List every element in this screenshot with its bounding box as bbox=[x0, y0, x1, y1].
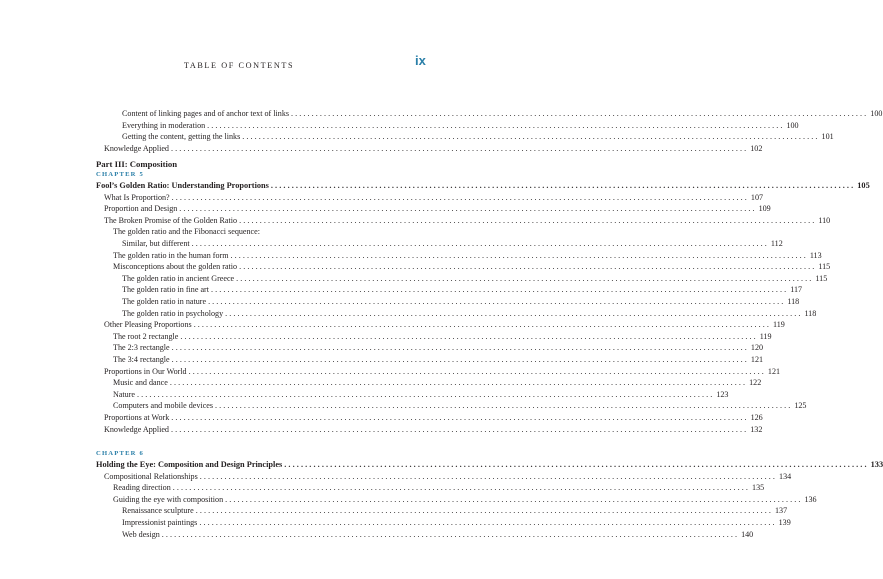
toc-entry-title: Proportions in Our World bbox=[104, 366, 187, 376]
dot-leader: ............................................................................................................................................ bbox=[171, 355, 749, 364]
toc-entry-title: The 2:3 rectangle bbox=[113, 343, 170, 353]
toc-entry-title: The golden ratio and the Fibonacci sequence: bbox=[113, 227, 260, 237]
dot-leader: ............................................................................................................................................ bbox=[210, 285, 789, 295]
toc-entry-title: Similar, but different bbox=[122, 239, 190, 248]
toc-entry-page: 101 bbox=[821, 132, 834, 142]
toc-entry-page: 100 bbox=[786, 120, 799, 130]
toc-entry bbox=[104, 215, 831, 226]
toc-entry-title: Holding the Eye: Composition and Design Principles bbox=[96, 460, 283, 469]
toc-entry bbox=[104, 319, 785, 330]
toc-entry bbox=[96, 459, 883, 470]
dot-leader: ............................................................................................................................................ bbox=[137, 389, 715, 399]
toc-entry bbox=[113, 354, 764, 365]
dot-leader: ............................................................................................................................................ bbox=[230, 250, 808, 260]
toc-entry-page: 119 bbox=[772, 320, 785, 330]
toc-entry-title: The golden ratio in psychology bbox=[122, 308, 224, 318]
toc-entry bbox=[104, 203, 771, 214]
dot-leader: ............................................................................................................................................ bbox=[191, 239, 769, 248]
toc-entry bbox=[96, 180, 870, 191]
toc-entry-page: 118 bbox=[804, 308, 817, 318]
chapter-label: CHAPTER 6 bbox=[96, 450, 144, 457]
toc-entry bbox=[122, 238, 783, 249]
toc-entry-page: 132 bbox=[750, 424, 763, 434]
toc-entry bbox=[113, 482, 765, 493]
toc-entry-page: 120 bbox=[750, 343, 764, 353]
toc-entry-title: Knowledge Applied bbox=[104, 424, 169, 434]
dot-leader: ............................................................................................................................................ bbox=[239, 262, 817, 272]
toc-entry-page: 109 bbox=[758, 204, 771, 214]
toc-entry-title: Guiding the eye with composition bbox=[113, 494, 224, 504]
toc-entry bbox=[113, 400, 807, 411]
toc-entry-title: The Broken Promise of the Golden Ratio bbox=[104, 215, 238, 225]
page-number: ix bbox=[415, 53, 426, 68]
toc-entry-title: Proportion and Design bbox=[104, 204, 178, 214]
dot-leader: ............................................................................................................................................ bbox=[171, 343, 749, 353]
toc-entry-page: 118 bbox=[787, 297, 800, 306]
toc-entry-title: Knowledge Applied bbox=[104, 143, 169, 153]
dot-leader: ............................................................................................................................................ bbox=[180, 331, 758, 341]
toc-entry-page: 113 bbox=[809, 250, 822, 260]
toc-entry bbox=[122, 505, 788, 516]
toc-entry bbox=[113, 494, 817, 505]
dot-leader: ............................................................................................................................................ bbox=[239, 215, 817, 225]
toc-entry-page: 107 bbox=[750, 192, 764, 202]
toc-entry-title: Renaissance sculpture bbox=[122, 506, 194, 516]
dot-leader: ............................................................................................................................................ bbox=[171, 192, 749, 202]
dot-leader: ............................................................................................................................................ bbox=[199, 518, 777, 527]
dot-leader: ............................................................................................................................................ bbox=[236, 273, 814, 283]
toc-entry-page: 125 bbox=[794, 401, 807, 411]
toc-entry-title: The golden ratio in the human form bbox=[113, 250, 229, 260]
dot-leader: ............................................................................................................................................ bbox=[284, 460, 869, 469]
toc-entry-page: 119 bbox=[759, 331, 772, 341]
toc-entry-title: The golden ratio in fine art bbox=[122, 285, 209, 295]
toc-entry-title: Content of linking pages and of anchor text of links bbox=[122, 109, 290, 118]
toc-entry-title: Compositional Relationships bbox=[104, 471, 198, 481]
toc-entry bbox=[113, 331, 772, 342]
toc-entry bbox=[113, 389, 729, 400]
toc-entry-title: What Is Proportion? bbox=[104, 192, 170, 202]
dot-leader: ............................................................................................................................................ bbox=[215, 401, 793, 411]
toc-entry-title: Everything in moderation bbox=[122, 120, 206, 130]
dot-leader: ............................................................................................................................................ bbox=[179, 204, 757, 214]
dot-leader: ............................................................................................................................................ bbox=[208, 297, 786, 306]
toc-entry-page: 117 bbox=[790, 285, 803, 295]
dot-leader: ............................................................................................................................................ bbox=[291, 109, 869, 118]
toc-entry-page: 134 bbox=[779, 471, 792, 481]
toc-entry-title: Music and dance bbox=[113, 378, 168, 388]
toc-entry bbox=[104, 471, 792, 482]
toc-entry bbox=[122, 529, 754, 540]
dot-leader: ............................................................................................................................................ bbox=[170, 424, 749, 434]
toc-entry-page: 115 bbox=[818, 262, 831, 272]
toc-entry-page: 126 bbox=[750, 413, 763, 422]
toc-entry-page: 121 bbox=[767, 366, 781, 376]
toc-entry bbox=[122, 308, 817, 319]
toc-entry bbox=[113, 261, 831, 272]
toc-entry-page: 115 bbox=[815, 273, 828, 283]
toc-entry bbox=[122, 131, 834, 142]
part-heading: Part III: Composition bbox=[96, 159, 178, 169]
toc-entry bbox=[122, 296, 800, 307]
toc-entry-title: Getting the content, getting the links bbox=[122, 132, 241, 142]
toc-entry bbox=[104, 424, 763, 435]
dot-leader: ............................................................................................................................................ bbox=[193, 320, 771, 330]
toc-entry-title: Fool’s Golden Ratio: Understanding Proportions bbox=[96, 181, 269, 190]
toc-entry-page: 136 bbox=[804, 494, 817, 504]
dot-leader: ............................................................................................................................................ bbox=[169, 378, 748, 388]
toc-entry-title: Proportions at Work bbox=[104, 413, 170, 422]
toc-entry-page: 139 bbox=[778, 518, 791, 527]
toc-entry-title: Web design bbox=[122, 529, 160, 539]
toc-entry-title: The golden ratio in ancient Greece bbox=[122, 273, 235, 283]
toc-entry-page: 133 bbox=[870, 460, 883, 469]
toc-entry bbox=[104, 412, 763, 423]
dot-leader: ............................................................................................................................................ bbox=[225, 308, 803, 318]
toc-entry-title: Other Pleasing Proportions bbox=[104, 320, 192, 330]
running-head: TABLE OF CONTENTS bbox=[183, 61, 295, 70]
dot-leader: ............................................................................................................................................ bbox=[195, 506, 773, 516]
dot-leader: ............................................................................................................................................ bbox=[207, 120, 785, 130]
dot-leader: ............................................................................................................................................ bbox=[270, 181, 856, 190]
toc-entry bbox=[113, 342, 764, 353]
toc-entry bbox=[104, 192, 764, 203]
toc-entry-page: 121 bbox=[750, 355, 764, 364]
dot-leader: ............................................................................................................................................ bbox=[199, 471, 778, 481]
toc-entry-title: Reading direction bbox=[113, 483, 171, 493]
toc-entry-page: 140 bbox=[741, 529, 754, 539]
toc-entry-page: 123 bbox=[716, 389, 729, 399]
toc-entry-page: 137 bbox=[774, 506, 788, 516]
toc-entry bbox=[122, 108, 883, 119]
toc-entry-title: The root 2 rectangle bbox=[113, 331, 179, 341]
toc-entry-page: 122 bbox=[749, 378, 762, 388]
toc-entry-page: 112 bbox=[770, 239, 783, 248]
toc-entry-title: Impressionist paintings bbox=[122, 518, 198, 527]
toc-entry bbox=[113, 226, 347, 237]
dot-leader: ............................................................................................................................................ bbox=[188, 366, 766, 376]
chapter-label: CHAPTER 5 bbox=[96, 171, 144, 178]
toc-entry-page: 135 bbox=[752, 483, 765, 493]
toc-entry-title: The 3:4 rectangle bbox=[113, 355, 170, 364]
toc-entry-title: The golden ratio in nature bbox=[122, 297, 207, 306]
toc-entry bbox=[104, 366, 781, 377]
dot-leader: ............................................................................................................................................ bbox=[161, 529, 740, 539]
dot-leader: ............................................................................................................................................ bbox=[170, 143, 749, 153]
dot-leader: ............................................................................................................................................ bbox=[242, 132, 820, 142]
toc-entry bbox=[113, 250, 822, 261]
toc-entry bbox=[113, 377, 762, 388]
toc-entry bbox=[122, 120, 799, 131]
toc-entry-title: Computers and mobile devices bbox=[113, 401, 214, 411]
dot-leader: ............................................................................................................................................ bbox=[171, 413, 749, 422]
toc-entry-title: Nature bbox=[113, 389, 136, 399]
toc-entry bbox=[122, 284, 803, 295]
toc-entry bbox=[122, 517, 791, 528]
toc-entry-page: 110 bbox=[818, 215, 831, 225]
dot-leader: ............................................................................................................................................ bbox=[172, 483, 751, 493]
toc-entry-page: 100 bbox=[870, 109, 883, 118]
dot-leader: ............................................................................................................................................ bbox=[225, 494, 803, 504]
toc-entry bbox=[104, 143, 763, 154]
toc-entry-title: Misconceptions about the golden ratio bbox=[113, 262, 238, 272]
toc-entry-page: 102 bbox=[750, 143, 763, 153]
toc-entry bbox=[122, 273, 828, 284]
toc-entry-page: 105 bbox=[857, 181, 870, 190]
